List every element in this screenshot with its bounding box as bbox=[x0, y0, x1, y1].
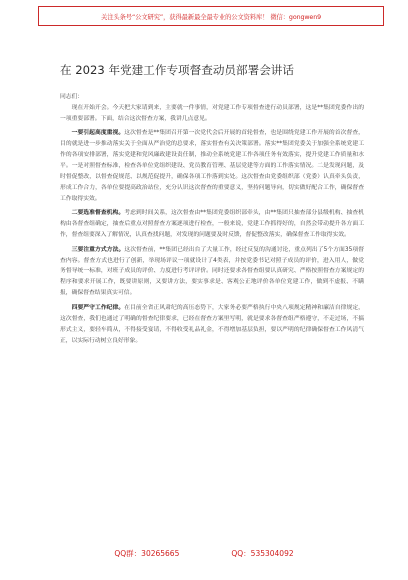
document-title: 在 2023 年党建工作专项督查动员部署会讲话 bbox=[60, 63, 294, 77]
section-paragraph-1 bbox=[60, 128, 364, 204]
intro-paragraph: 现在开始开会。今天把大家请到来，主要就一件事情，对党建工作专项督查进行动员部署，这是**集团党委作出的一项重要部署。下面，结合这次督查方案，我讲几点意见。 bbox=[60, 105, 364, 122]
qq-contact-text: QQ：535304092 bbox=[231, 549, 294, 558]
section-body-3: 这次督查前，**集团已经出台了大量工作，经过反复的沟通讨论，重点列出了5个方面35项督查内容。督查方式也进行了创新，举现场评议一项就设计了4类表，并按党委书记对照子成员的评价，进入用人，做党务督导统一标准，对班子成员的评价、力度进行考评评价。同时还要求各督查组要认真研究、严格按照督查方案规定的程序和要求开展工作，既要讲原则，又要讲方法，要实事求是、客观公正地评价各单位党建工作，做到不虚报、不瞒报，确保督查结果真实可信。 bbox=[60, 246, 364, 297]
document-body bbox=[60, 103, 364, 350]
section-lead-3: 三要注重方式方法。 bbox=[71, 246, 125, 253]
section-lead-4: 四要严守工作纪律。 bbox=[71, 304, 125, 311]
section-body-2: 考虑到时间关系，这次督查由**集团党委组织部牵头，由**集团只抽查部分县级机构、抽查机构由各督查组确定，抽查后重点对照督查方案逐项进行检查，一般来说，党建工作抓得好的，自然会带动提升各方面工作，督查组要深入了解情况，认真查找问题，对发现的问题要及时反馈，督促整改落实，确保督查工作取得实效。 bbox=[60, 210, 364, 239]
section-body-4: 在目前全省正风肃纪的高压态势下，大家务必要严格执行中央八项规定精神和廉洁自律规定，这次督查，我们也通过了明确的督查纪律要求，已经在督查方案里写明，就是要求各督查组严格遵守，不走过场，不搞形式主义，要轻车简从，不得接受宴请，不得收受礼品礼金，不得增加基层负担，要以严明的纪律确保督查工作风清气正，以实际行动树立良好形象。 bbox=[60, 304, 364, 344]
footer-contacts bbox=[0, 548, 408, 564]
section-paragraph-2 bbox=[60, 208, 364, 241]
promo-banner[interactable] bbox=[38, 6, 384, 26]
qq-group-text: QQ群：30265665 bbox=[114, 549, 180, 558]
promo-banner-text[interactable]: 关注头条号“公文研究”，获得最新最全最专业的公文资料库！ 微信：gongwen9 bbox=[101, 13, 321, 21]
section-lead-2: 二要选准督查机构。 bbox=[71, 210, 125, 217]
section-paragraph-4 bbox=[60, 303, 364, 347]
section-lead-1: 一要引起高度重视。 bbox=[71, 130, 125, 137]
greeting: 同志们： bbox=[60, 94, 84, 100]
section-body-1: 这次督查是**集团召开第一次党代会后开展的首轮督查，也是围绕党建工作开展的首次督查，目的就是进一步推动落实关于全面从严治党的总要求，落实督查有关决策部署。落实**集团党委关于加强全系统党建工作的各项安排部署，落实党建和党风廉政建设责任制，推动全系统党建工作各项任务有效落实，提升党建工作质量和水平。一是对照督查标准，检查各单位党组织建设、党员教育管理、基层党建等方面的工作落实情况。二是发现问题，及时督促整改，以督查促规范、以规范促提升，确保各项工作落到实处。这次督查由党委组织部（党委）认真牵头负责，形成工作合力，各单位要提高政治站位，充分认识这次督查的重要意义，坚持问题导向，切实做好配合工作，确保督查工作取得实效。 bbox=[60, 130, 364, 202]
section-paragraph-3 bbox=[60, 245, 364, 300]
